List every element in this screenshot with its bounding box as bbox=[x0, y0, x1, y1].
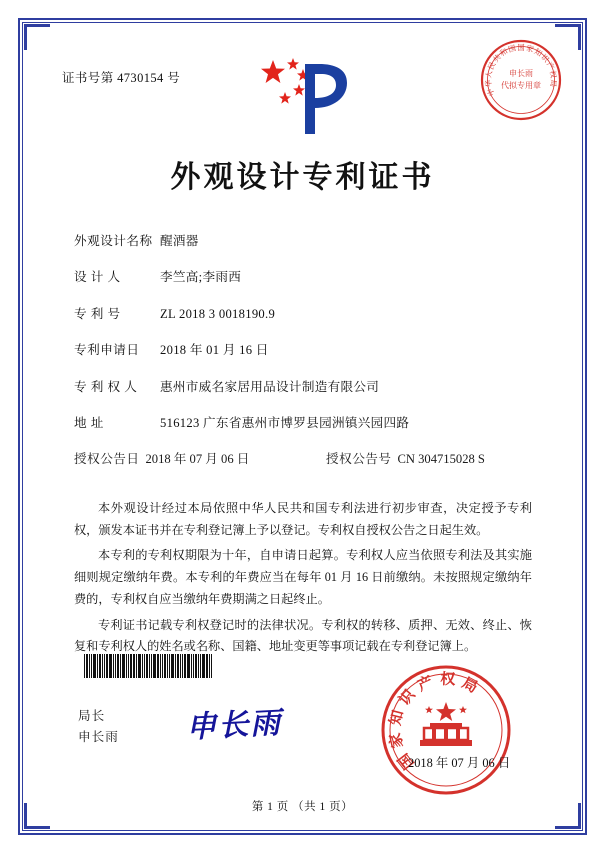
svg-text:国: 国 bbox=[394, 749, 418, 773]
field-value: 惠州市威名家居用品设计制造有限公司 bbox=[160, 379, 380, 394]
cnipa-emblem-icon bbox=[243, 56, 363, 138]
signature-title-line1: 局长 bbox=[78, 709, 106, 723]
legal-text bbox=[74, 498, 532, 662]
svg-text:国: 国 bbox=[517, 43, 525, 52]
svg-text:人: 人 bbox=[483, 69, 495, 79]
field-grant-announcement bbox=[74, 450, 534, 469]
svg-text:家: 家 bbox=[385, 731, 407, 750]
svg-text:权: 权 bbox=[547, 69, 559, 79]
field-label: 外观设计名称 bbox=[74, 234, 153, 248]
certificate-number: 证书号第 4730154 号 bbox=[62, 71, 181, 85]
corner-ornament-top-left bbox=[24, 24, 50, 50]
field-patentee bbox=[74, 378, 534, 397]
svg-text:知: 知 bbox=[385, 708, 408, 728]
field-label: 专 利 号 bbox=[74, 306, 121, 321]
field-value: 516123 广东省惠州市博罗县园洲镇兴园四路 bbox=[160, 415, 410, 430]
page-title: 外观设计专利证书 bbox=[170, 160, 435, 195]
barcode bbox=[84, 654, 256, 678]
handwritten-signature: 申长雨 bbox=[185, 705, 284, 746]
grant-date-value: 2018 年 07 月 06 日 bbox=[145, 452, 250, 467]
field-label: 专 利 权 人 bbox=[74, 379, 138, 394]
svg-text:和: 和 bbox=[498, 46, 510, 59]
svg-text:代拟专用章: 代拟专用章 bbox=[501, 81, 541, 90]
svg-text:识: 识 bbox=[395, 685, 419, 709]
legal-paragraph: 本外观设计经过本局依照中华人民共和国专利法进行初步审查，决定授予专利权，颁发本证书并在专利登记簿上予以登记。专利权自授权公告之日起生效。 bbox=[74, 501, 532, 537]
svg-text:局: 局 bbox=[548, 79, 559, 88]
svg-text:知: 知 bbox=[532, 46, 544, 59]
grant-number-value: CN 304715028 S bbox=[397, 452, 485, 467]
page-footer: 第 1 页 （共 1 页） bbox=[251, 801, 354, 813]
official-seal-icon bbox=[378, 662, 514, 798]
svg-text:识: 识 bbox=[539, 52, 552, 65]
signature-title bbox=[78, 706, 119, 749]
field-design-name bbox=[74, 232, 534, 251]
field-value: 李竺高;李雨西 bbox=[160, 270, 242, 285]
svg-text:产: 产 bbox=[544, 60, 556, 72]
legal-paragraph: 专利证书记载专利权登记时的法律状况。专利权的转移、质押、无效、终止、恢复和专利权人的姓名或名称、国籍、地址变更等事项记载在专利登记簿上。 bbox=[74, 617, 532, 654]
office-seal-icon bbox=[479, 38, 563, 122]
field-value: 醒酒器 bbox=[160, 234, 199, 248]
field-designer bbox=[74, 268, 534, 287]
field-label: 设 计 人 bbox=[74, 270, 121, 285]
field-label: 地 址 bbox=[74, 415, 104, 430]
field-application-date bbox=[74, 341, 534, 360]
svg-text:中: 中 bbox=[485, 87, 497, 98]
certificate-fields bbox=[74, 232, 534, 473]
svg-text:共: 共 bbox=[490, 52, 503, 65]
svg-text:产: 产 bbox=[414, 672, 436, 695]
grant-number-label: 授权公告号 bbox=[326, 452, 392, 467]
legal-paragraph: 本专利的专利权期限为十年，自申请日起算。专利权人应当依照专利法及其实施细则规定缴纳年费。本专利的年费应当在每年 01 月 16 日前缴纳。未按照规定缴纳年费的，专利权自应当缴纳年费期满之日起终止。 bbox=[74, 548, 532, 606]
grant-date-label: 授权公告日 bbox=[74, 452, 140, 467]
svg-text:民: 民 bbox=[486, 60, 498, 72]
field-patent-number bbox=[74, 305, 534, 324]
field-value: 2018 年 01 月 16 日 bbox=[160, 343, 269, 358]
svg-text:华: 华 bbox=[483, 79, 494, 88]
seal-date: 2018 年 07 月 06 日 bbox=[408, 756, 511, 770]
field-label: 专利申请日 bbox=[74, 343, 140, 358]
svg-text:权: 权 bbox=[439, 669, 456, 689]
svg-text:局: 局 bbox=[459, 673, 481, 697]
field-value: ZL 2018 3 0018190.9 bbox=[160, 306, 276, 321]
svg-text:国: 国 bbox=[507, 43, 517, 55]
signature-title-line2: 申长雨 bbox=[78, 730, 119, 745]
svg-text:家: 家 bbox=[525, 43, 535, 55]
svg-text:申长雨: 申长雨 bbox=[509, 69, 533, 78]
field-address bbox=[74, 414, 534, 433]
